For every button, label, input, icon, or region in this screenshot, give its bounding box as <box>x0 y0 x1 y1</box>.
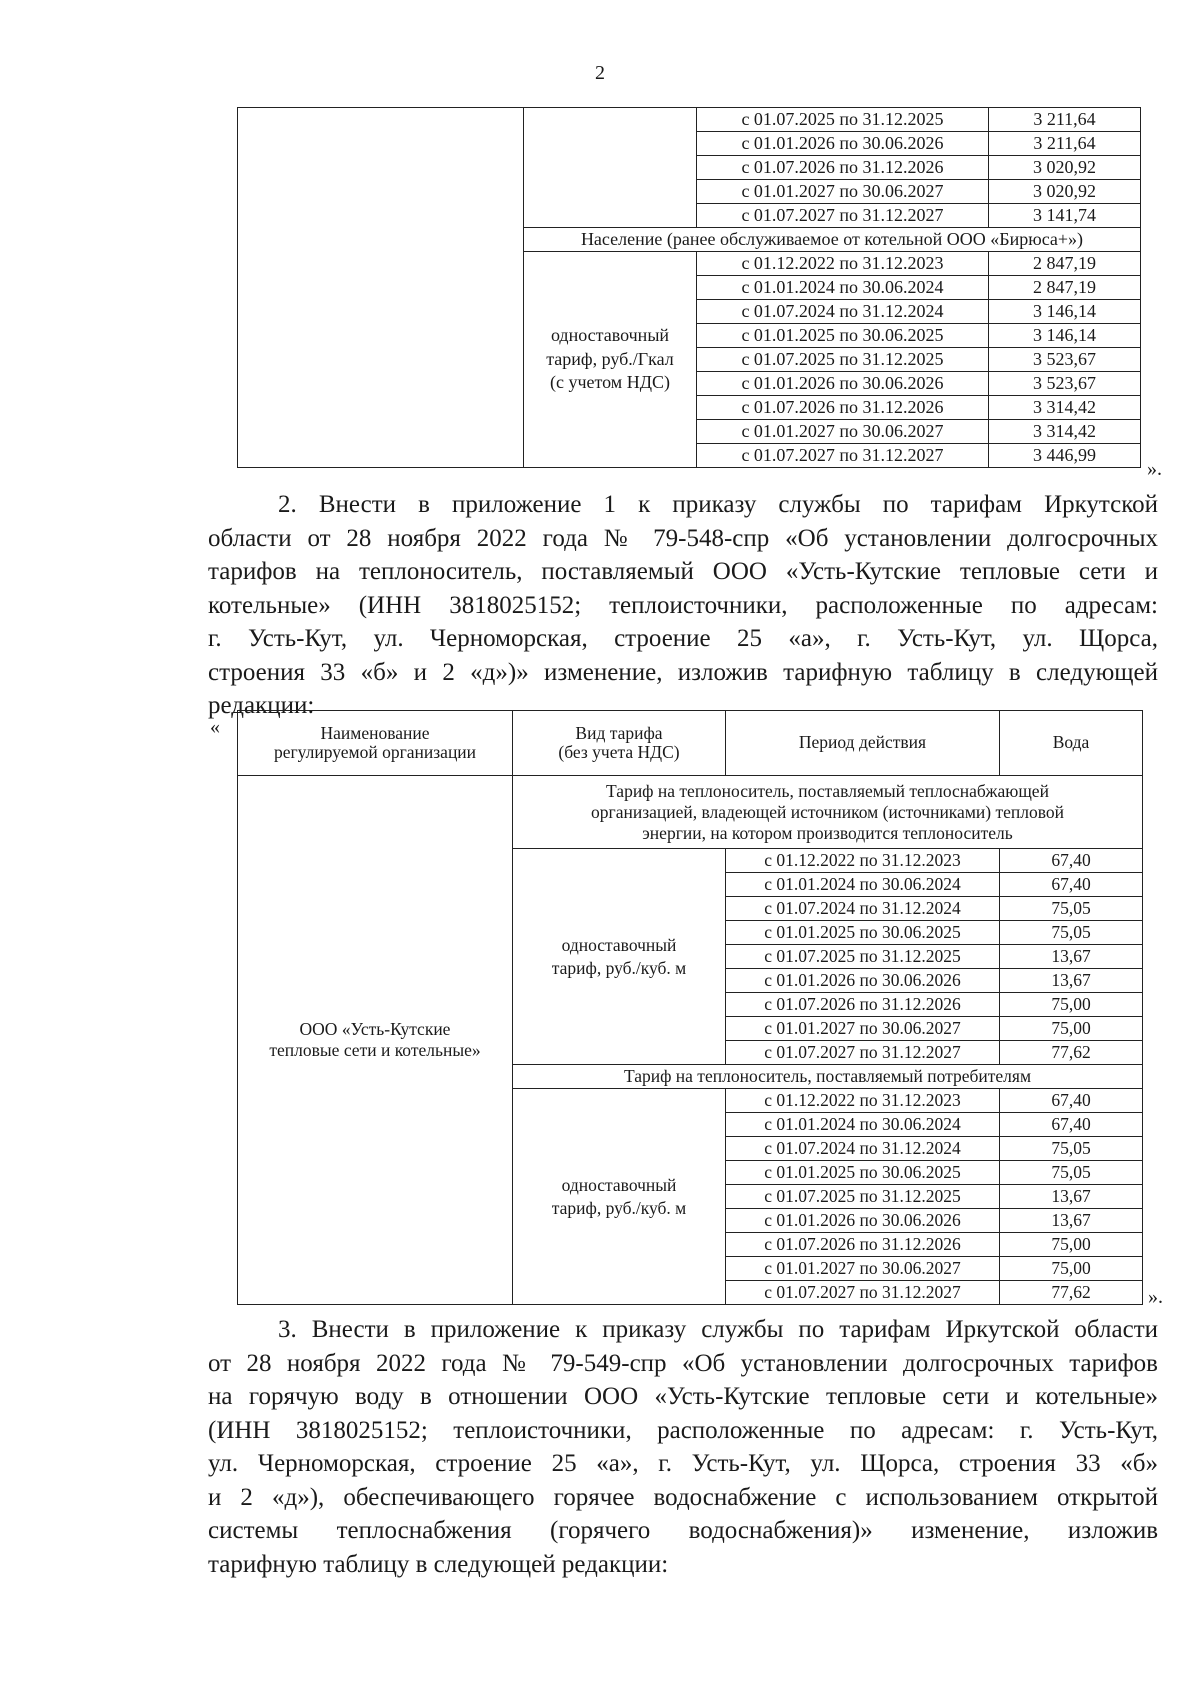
period-cell: с 01.01.2026 по 30.06.2026 <box>726 1209 1000 1233</box>
header-water: Вода <box>1000 711 1143 776</box>
value-cell: 75,00 <box>1000 1017 1143 1041</box>
period-cell: с 01.01.2025 по 30.06.2025 <box>726 921 1000 945</box>
period-cell: с 01.01.2025 по 30.06.2025 <box>697 324 989 348</box>
period-cell: с 01.07.2027 по 31.12.2027 <box>726 1281 1000 1305</box>
period-cell: с 01.07.2027 по 31.12.2027 <box>726 1041 1000 1065</box>
section-title: Население (ранее обслуживаемое от котельной ООО «Бирюса+») <box>524 228 1141 252</box>
period-cell: с 01.01.2026 по 30.06.2026 <box>697 132 989 156</box>
value-cell: 3 211,64 <box>989 108 1141 132</box>
section-title-2: Тариф на теплоноситель, поставляемый потребителям <box>513 1065 1143 1089</box>
period-cell: с 01.07.2024 по 31.12.2024 <box>726 897 1000 921</box>
period-cell: с 01.07.2025 по 31.12.2025 <box>697 348 989 372</box>
value-cell: 3 211,64 <box>989 132 1141 156</box>
value-cell: 3 020,92 <box>989 180 1141 204</box>
period-cell: с 01.01.2026 по 30.06.2026 <box>726 969 1000 993</box>
value-cell: 75,05 <box>1000 921 1143 945</box>
period-cell: с 01.01.2027 по 30.06.2027 <box>726 1257 1000 1281</box>
closing-quote: ». <box>1147 458 1162 480</box>
period-cell: с 01.01.2027 по 30.06.2027 <box>726 1017 1000 1041</box>
period-cell: с 01.07.2027 по 31.12.2027 <box>697 204 989 228</box>
period-cell: с 01.07.2025 по 31.12.2025 <box>726 945 1000 969</box>
value-cell: 13,67 <box>1000 969 1143 993</box>
value-cell: 77,62 <box>1000 1281 1143 1305</box>
org-name-cell: ООО «Усть-Кутские тепловые сети и котельные» <box>238 776 513 1305</box>
value-cell: 3 523,67 <box>989 348 1141 372</box>
value-cell: 75,00 <box>1000 1233 1143 1257</box>
value-cell: 75,00 <box>1000 1257 1143 1281</box>
value-cell: 2 847,19 <box>989 276 1141 300</box>
tariff-table-continuation <box>237 107 1141 468</box>
period-cell: с 01.01.2024 по 30.06.2024 <box>726 873 1000 897</box>
org-cell-empty <box>238 108 524 468</box>
header-tariff-type: Вид тарифа (без учета НДС) <box>513 711 726 776</box>
period-cell: с 01.07.2026 по 31.12.2026 <box>726 1233 1000 1257</box>
header-period: Период действия <box>726 711 1000 776</box>
period-cell: с 01.01.2027 по 30.06.2027 <box>697 180 989 204</box>
period-cell: с 01.07.2024 по 31.12.2024 <box>697 300 989 324</box>
period-cell: с 01.01.2024 по 30.06.2024 <box>697 276 989 300</box>
value-cell: 75,05 <box>1000 897 1143 921</box>
value-cell: 3 523,67 <box>989 372 1141 396</box>
value-cell: 75,00 <box>1000 993 1143 1017</box>
value-cell: 3 314,42 <box>989 420 1141 444</box>
value-cell: 3 020,92 <box>989 156 1141 180</box>
closing-quote: ». <box>1148 1286 1163 1308</box>
value-cell: 3 141,74 <box>989 204 1141 228</box>
value-cell: 77,62 <box>1000 1041 1143 1065</box>
tariff-type-label: одноставочный тариф, руб./Гкал (с учетом НДС) <box>524 252 697 468</box>
value-cell: 13,67 <box>1000 1185 1143 1209</box>
period-cell: с 01.07.2025 по 31.12.2025 <box>697 108 989 132</box>
coolant-tariff-table <box>237 710 1143 1305</box>
value-cell: 3 146,14 <box>989 300 1141 324</box>
value-cell: 3 146,14 <box>989 324 1141 348</box>
value-cell: 13,67 <box>1000 1209 1143 1233</box>
period-cell: с 01.07.2026 по 31.12.2026 <box>697 396 989 420</box>
period-cell: с 01.01.2024 по 30.06.2024 <box>726 1113 1000 1137</box>
page-number: 2 <box>595 62 605 84</box>
value-cell: 67,40 <box>1000 873 1143 897</box>
paragraph-3: 3. Внести в приложение к приказу службы по тарифам Иркутской области от 28 ноября 2022 года № 79-549-спр «Об установлении долгосрочных тарифов на горячую воду в отношении ООО «Усть-Кутские тепловые сети и котельные» (ИНН 3818025152; теплоисточники, расположенные по адресам: г. Усть-Кут, ул. Черноморская, строение 25 «а», г. Усть-Кут, ул. Щорса, строения 33 «б» и 2 «д»), обеспечивающего горячее водоснабжение с использованием открытой системы теплоснабжения (горячего водоснабжения)» изменение, изложив тарифную таблицу в следующей редакции: <box>208 1316 1158 1578</box>
period-cell: с 01.12.2022 по 31.12.2023 <box>726 849 1000 873</box>
period-cell: с 01.07.2026 по 31.12.2026 <box>697 156 989 180</box>
value-cell: 75,05 <box>1000 1161 1143 1185</box>
value-cell: 13,67 <box>1000 945 1143 969</box>
period-cell: с 01.01.2026 по 30.06.2026 <box>697 372 989 396</box>
section-title-1: Тариф на теплоноситель, поставляемый теплоснабжающей организацией, владеющей источником (источниками) тепловой энергии, на котором производится теплоноситель <box>513 776 1143 849</box>
period-cell: с 01.01.2025 по 30.06.2025 <box>726 1161 1000 1185</box>
tariff-type-cell-empty <box>524 108 697 228</box>
period-cell: с 01.07.2024 по 31.12.2024 <box>726 1137 1000 1161</box>
period-cell: с 01.07.2025 по 31.12.2025 <box>726 1185 1000 1209</box>
period-cell: с 01.12.2022 по 31.12.2023 <box>697 252 989 276</box>
opening-quote: « <box>210 716 220 738</box>
header-org: Наименование регулируемой организации <box>238 711 513 776</box>
value-cell: 75,05 <box>1000 1137 1143 1161</box>
value-cell: 67,40 <box>1000 849 1143 873</box>
value-cell: 67,40 <box>1000 1089 1143 1113</box>
period-cell: с 01.12.2022 по 31.12.2023 <box>726 1089 1000 1113</box>
tariff-type-label: одноставочный тариф, руб./куб. м <box>513 849 726 1065</box>
period-cell: с 01.07.2027 по 31.12.2027 <box>697 444 989 468</box>
period-cell: с 01.01.2027 по 30.06.2027 <box>697 420 989 444</box>
period-cell: с 01.07.2026 по 31.12.2026 <box>726 993 1000 1017</box>
paragraph-2: 2. Внести в приложение 1 к приказу службы по тарифам Иркутской области от 28 ноября 2022 года № 79-548-спр «Об установлении долгосрочных тарифов на теплоноситель, поставляемый ООО «Усть-Кутские тепловые сети и котельные» (ИНН 3818025152; теплоисточники, расположенные по адресам: г. Усть-Кут, ул. Черноморская, строение 25 «а», г. Усть-Кут, ул. Щорса, строения 33 «б» и 2 «д»)» изменение, изложив тарифную таблицу в следующей редакции: <box>208 491 1158 719</box>
value-cell: 3 446,99 <box>989 444 1141 468</box>
value-cell: 3 314,42 <box>989 396 1141 420</box>
value-cell: 2 847,19 <box>989 252 1141 276</box>
value-cell: 67,40 <box>1000 1113 1143 1137</box>
tariff-type-label: одноставочный тариф, руб./куб. м <box>513 1089 726 1305</box>
